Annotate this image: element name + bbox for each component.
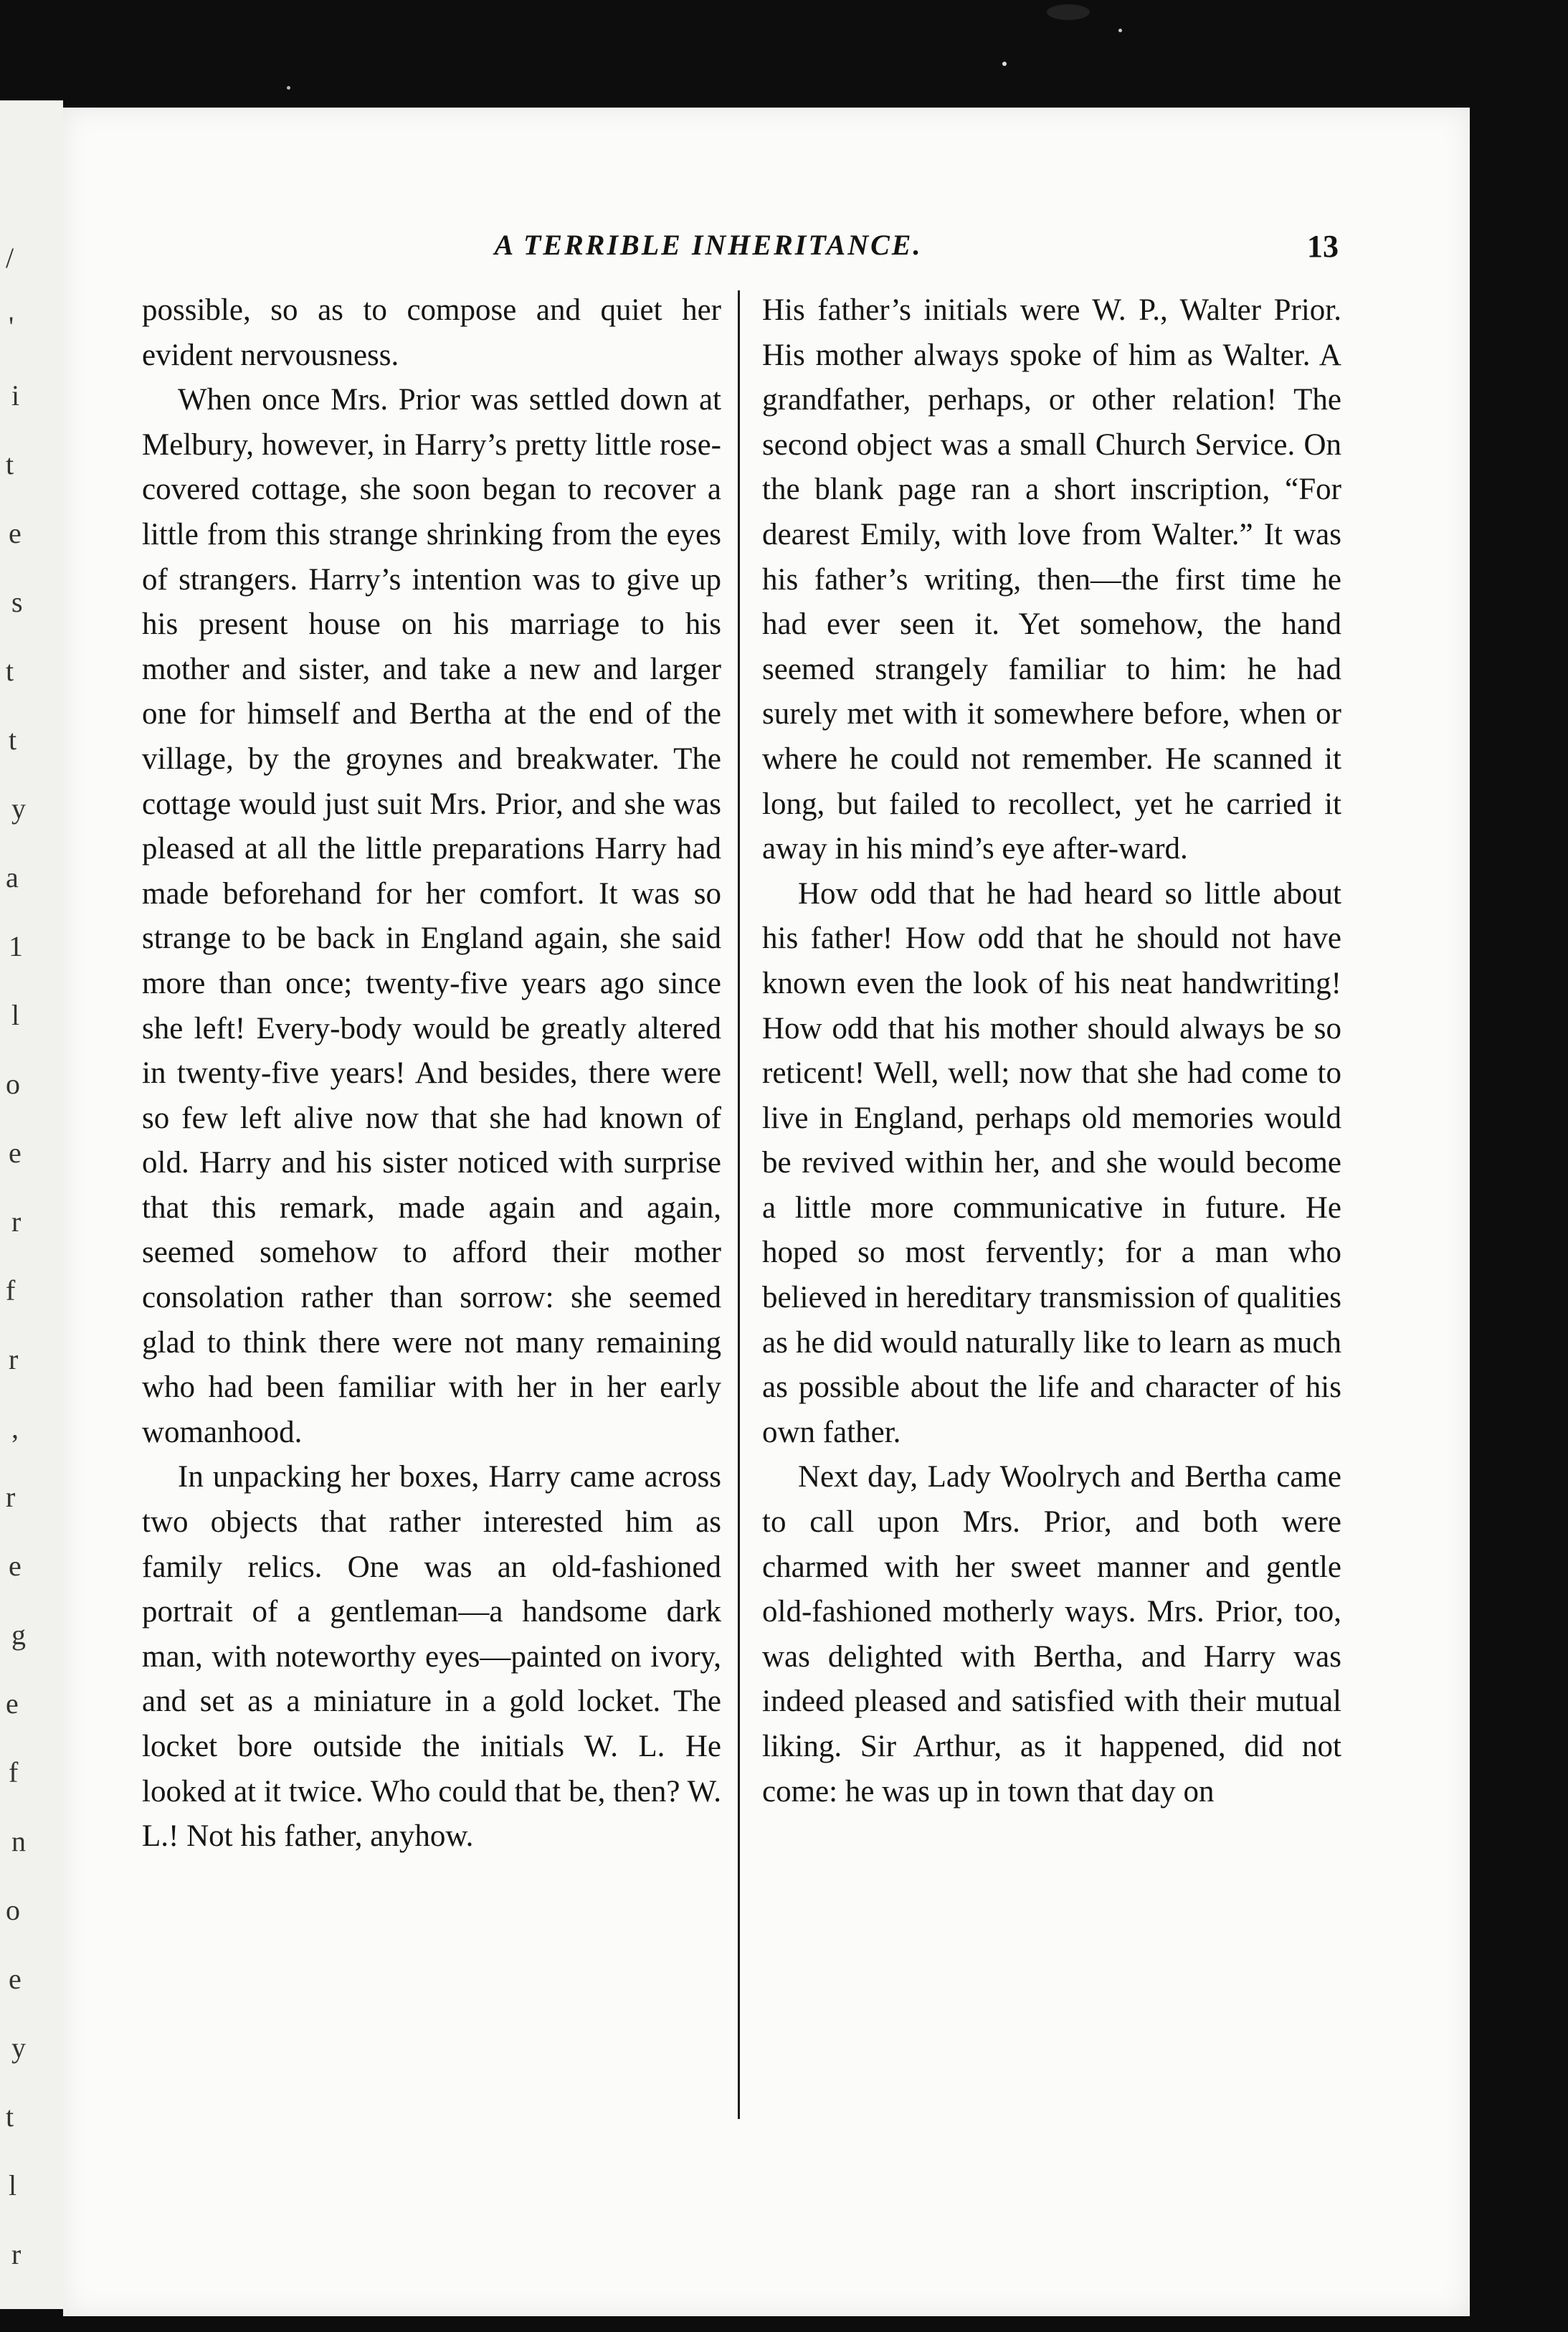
right-text-column	[762, 288, 1341, 1814]
margin-fragment: t	[6, 448, 14, 480]
margin-fragment: a	[6, 861, 19, 894]
margin-fragment: '	[9, 311, 14, 343]
margin-fragment: t	[6, 2100, 14, 2133]
margin-fragment: e	[9, 1963, 22, 1995]
margin-fragment: r	[9, 1343, 19, 1375]
margin-fragment: /	[6, 242, 14, 274]
margin-fragment: e	[9, 1137, 22, 1169]
column-divider	[738, 290, 740, 2119]
running-title: A TERRIBLE INHERITANCE.	[494, 229, 923, 261]
paragraph: possible, so as to compose and quiet her evident nervousness.	[142, 293, 721, 372]
margin-fragment: i	[11, 379, 20, 412]
margin-fragment: s	[11, 586, 23, 618]
margin-fragment: l	[11, 999, 20, 1031]
margin-fragment: r	[11, 2238, 22, 2270]
margin-fragment: y	[11, 2032, 26, 2064]
margin-fragment: f	[6, 1274, 16, 1307]
paragraph: How odd that he had heard so little about his father! How odd that he should not have known even the look of his neat handwriting! How odd that his mother should always be so reticent! Well, well; now that she had come to live in England, perhaps old memories would be revived within her, and she would become a little more communicative in future. He hoped so most fervently; for a man who believed in hereditary transmission of qualities as he did would naturally like to learn as much as possible about the life and character of his own father.	[762, 876, 1341, 1449]
margin-fragment: r	[6, 1481, 16, 1513]
margin-fragment: 1	[9, 930, 23, 962]
margin-fragment: o	[6, 1068, 20, 1100]
margin-fragment: f	[9, 1756, 19, 1788]
paragraph: Next day, Lady Woolrych and Bertha came to call upon Mrs. Prior, and both were charmed with her sweet manner and gentle old-fashioned motherly ways. Mrs. Prior, too, was delighted with Bertha, and Harry was indeed pleased and satisfied with their mutual liking. Sir Arthur, as it happened, did not come: he was up in town that day on	[762, 1460, 1341, 1809]
book-page	[63, 108, 1470, 2316]
margin-fragment: o	[6, 1894, 20, 1926]
margin-fragment: t	[6, 655, 14, 687]
margin-fragment: y	[11, 792, 26, 825]
left-text-column	[142, 288, 721, 1859]
margin-fragment: l	[9, 2169, 17, 2201]
margin-fragment: e	[9, 517, 22, 549]
paragraph: In unpacking her boxes, Harry came across two objects that rather interested him as family relics. One was an old-fashioned portrait of a gentleman—a handsome dark man, with noteworthy eyes—painted on ivory, and set as a miniature in a gold locket. The locket bore outside the initials W. L. He looked at it twice. Who could that be, then? W. L.! Not his father, anyhow.	[142, 1460, 721, 1854]
margin-fragment: e	[6, 1687, 19, 1720]
margin-fragment: t	[9, 724, 17, 756]
page-number: 13	[1307, 229, 1339, 264]
margin-fragment: ,	[11, 1412, 19, 1444]
margin-fragment: r	[11, 1205, 22, 1238]
margin-fragment: g	[11, 1618, 26, 1651]
paragraph: When once Mrs. Prior was settled down at Melbury, however, in Harry’s pretty little rose-covered cottage, she soon began to recover a little from this strange shrinking from the eyes of strangers. Harry’s intention was to give up his present house on his marriage to his mother and sister, and take a new and larger one for himself and Bertha at the end of the village, by the groynes and breakwater. The cottage would just suit Mrs. Prior, and she was pleased at all the little preparations Harry had made beforehand for her comfort. It was so strange to be back in England again, she said more than once; twenty-five years ago since she left! Every-body would be greatly altered in twenty-five years! And besides, there were so few left alive now that she had known of old. Harry and his sister noticed with surprise that this remark, made again and again, seemed somehow to afford their mother consolation rather than sorrow: she seemed glad to think there were not many remaining who had been familiar with her in her early womanhood.	[142, 383, 721, 1449]
margin-fragment: n	[11, 1825, 26, 1857]
paragraph: His father’s initials were W. P., Walter Prior. His mother always spoke of him as Walter. A grandfather, perhaps, or other relation! The second object was a small Church Service. On the blank page ran a short inscription, “For dearest Emily, with love from Walter.” It was his father’s writing, then—the first time he had ever seen it. Yet somehow, the hand seemed strangely familiar to him: he had surely met with it somewhere before, when or where he could not remember. He scanned it long, but failed to recollect, yet he carried it away in his mind’s eye after-ward.	[762, 293, 1341, 866]
margin-fragment: e	[9, 1550, 22, 1582]
facing-page-edge	[0, 100, 63, 2309]
